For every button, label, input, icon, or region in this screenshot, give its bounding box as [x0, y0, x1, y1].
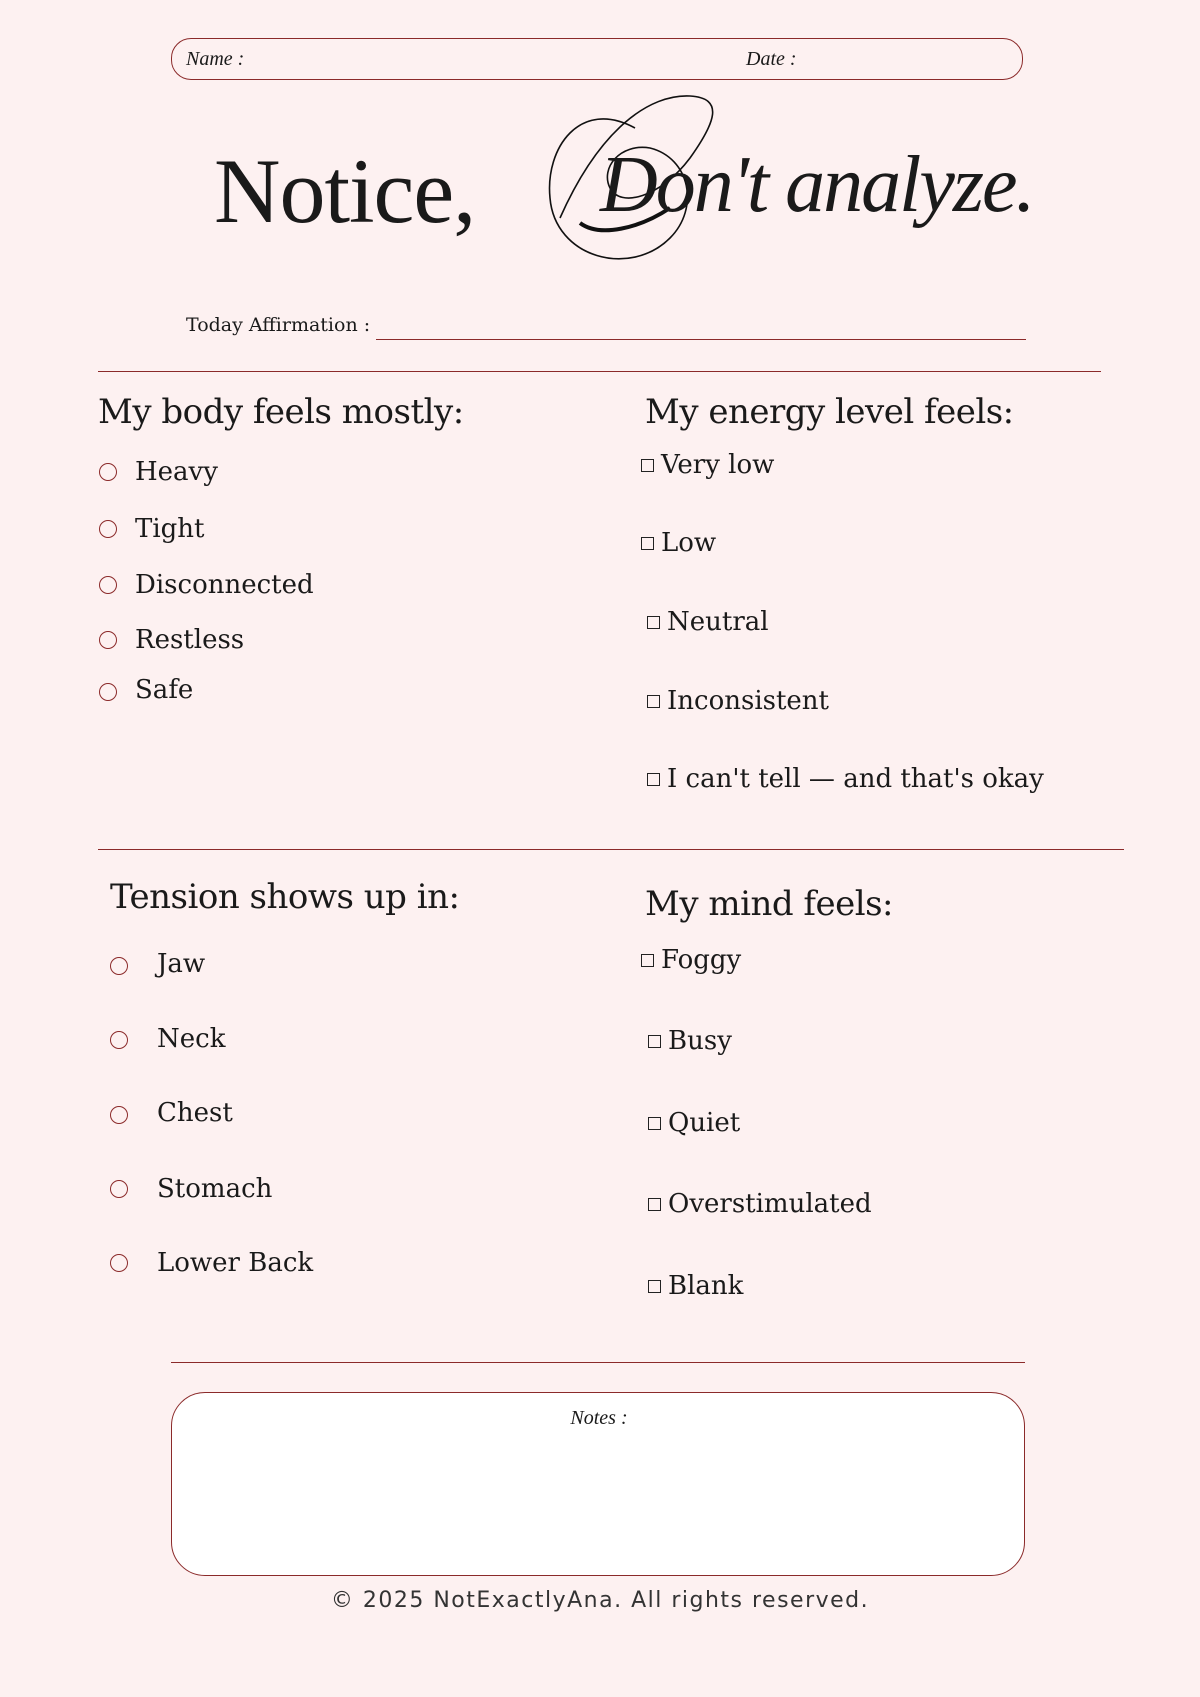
mind-heading: My mind feels:: [645, 884, 894, 924]
notes-label: Notes :: [570, 1407, 628, 1429]
energy-option-label: Very low: [661, 450, 775, 480]
tension-option: Chest: [157, 1098, 233, 1128]
energy-option-label: Neutral: [667, 607, 769, 637]
tension-option: Lower Back: [157, 1248, 314, 1278]
mind-option-label: Busy: [668, 1026, 732, 1056]
body-heading: My body feels mostly:: [98, 392, 464, 432]
checkbox-icon: [647, 773, 660, 786]
mind-option-blank[interactable]: [648, 1271, 743, 1301]
checkbox-icon: [648, 1117, 661, 1130]
mind-option-label: Quiet: [668, 1108, 741, 1138]
checkbox-icon: [641, 459, 654, 472]
energy-option-neutral[interactable]: [647, 607, 769, 637]
energy-option-label: I can't tell — and that's okay: [667, 764, 1044, 794]
affirmation-input-line[interactable]: [376, 339, 1026, 340]
radio-heavy[interactable]: [99, 463, 117, 481]
energy-option-label: Low: [661, 528, 717, 558]
checkbox-icon: [648, 1280, 661, 1293]
energy-option-low[interactable]: [641, 528, 716, 558]
energy-option-cant-tell[interactable]: [647, 764, 1044, 794]
tension-option: Neck: [157, 1024, 226, 1054]
mind-option-label: Foggy: [661, 945, 742, 975]
body-option: Tight: [135, 514, 205, 544]
mind-option-overstimulated[interactable]: [648, 1189, 872, 1219]
affirmation-label: Today Affirmation :: [186, 314, 371, 336]
divider: [98, 371, 1101, 372]
name-label: Name :: [186, 48, 245, 70]
radio-disconnected[interactable]: [99, 576, 117, 594]
divider: [171, 1362, 1025, 1363]
title-notice: Notice,: [214, 140, 476, 242]
copyright-footer: © 2025 NotExactlyAna. All rights reserved.: [330, 1588, 870, 1613]
radio-tight[interactable]: [99, 520, 117, 538]
energy-option-label: Inconsistent: [667, 686, 830, 716]
mind-option-busy[interactable]: [648, 1026, 732, 1056]
body-option: Safe: [135, 675, 194, 705]
radio-safe[interactable]: [99, 683, 117, 701]
checkbox-icon: [641, 537, 654, 550]
energy-heading: My energy level feels:: [645, 392, 1014, 432]
notes-box[interactable]: [171, 1392, 1025, 1576]
radio-restless[interactable]: [99, 631, 117, 649]
energy-option-very-low[interactable]: [641, 450, 774, 480]
checkbox-icon: [648, 1198, 661, 1211]
body-option: Heavy: [135, 457, 218, 487]
tension-heading: Tension shows up in:: [110, 877, 460, 917]
name-date-field[interactable]: [171, 38, 1023, 80]
body-option: Restless: [135, 625, 245, 655]
radio-jaw[interactable]: [110, 957, 128, 975]
checkbox-icon: [647, 695, 660, 708]
tension-option: Jaw: [157, 949, 206, 979]
radio-stomach[interactable]: [110, 1180, 128, 1198]
energy-option-inconsistent[interactable]: [647, 686, 829, 716]
checkbox-icon: [648, 1035, 661, 1048]
body-option: Disconnected: [135, 570, 314, 600]
title-script: Don't analyze.: [600, 141, 1034, 229]
radio-neck[interactable]: [110, 1031, 128, 1049]
mind-option-foggy[interactable]: [641, 945, 741, 975]
mind-option-quiet[interactable]: [648, 1108, 740, 1138]
divider: [98, 849, 1124, 850]
radio-chest[interactable]: [110, 1106, 128, 1124]
mind-option-label: Blank: [668, 1271, 744, 1301]
radio-lower-back[interactable]: [110, 1254, 128, 1272]
date-label: Date :: [746, 48, 797, 70]
checkbox-icon: [647, 616, 660, 629]
tension-option: Stomach: [157, 1174, 273, 1204]
checkbox-icon: [641, 954, 654, 967]
mind-option-label: Overstimulated: [668, 1189, 872, 1219]
